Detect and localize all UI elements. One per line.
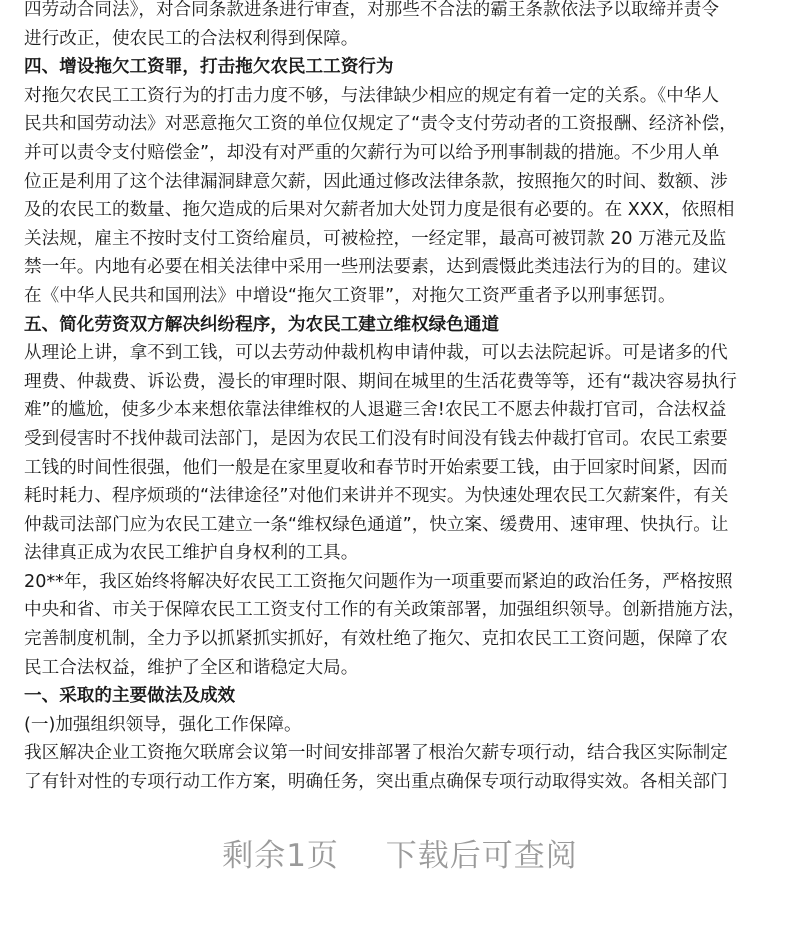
remaining-pages-label: 剩余1页 [222,838,339,874]
text-line: 在《中华人民共和国刑法》中增设“拖欠工资罪”，对拖欠工资严重者予以刑事惩罚。 [24,285,676,306]
text-line: 进行改正，使农民工的合法权利得到保障。 [24,28,359,49]
text-line: 对拖欠农民工工资行为的打击力度不够，与法律缺少相应的规定有着一定的关系。《中华人 [24,85,719,106]
text-line: 禁一年。内地有必要在相关法律中采用一些刑法要素，达到震慑此类违法行为的目的。建议 [24,257,728,278]
text-line: 了有针对性的专项行动工作方案，明确任务，突出重点确保专项行动取得实效。各相关部门 [24,772,728,793]
section-heading: 一、采取的主要做法及成效 [24,686,236,707]
text-line: 法律真正成为农民工维护自身权利的工具。 [24,543,359,564]
text-line: 中央和省、市关于保障农民工工资支付工作的有关政策部署，加强组织领导。创新措施方法， [24,600,746,621]
text-line: 工钱的时间性很强，他们一般是在家里夏收和春节时开始索要工钱，由于回家时间紧，因而 [24,457,728,478]
download-to-view-label: 下载后可查阅 [385,838,578,874]
text-line: (一)加强组织领导，强化工作保障。 [24,714,302,735]
text-line: 完善制度机制，全力予以抓紧抓实抓好，有效杜绝了拖欠、克扣农民工工资问题，保障了农 [24,629,728,650]
text-line: 并可以责令支付赔偿金”，却没有对严重的欠薪行为可以给予刑事制裁的措施。不少用人单 [24,142,720,163]
text-line: 理费、仲裁费、诉讼费，漫长的审理时限、期间在城里的生活花费等等，还有“裁决容易执行 [24,371,737,392]
text-line: 难”的尴尬，使多少本来想依靠法律维权的人退避三舍!农民工不愿去仲裁打官司，合法权益 [24,400,727,421]
text-line: 从理论上讲，拿不到工钱，可以去劳动仲裁机构申请仲裁，可以去法院起诉。可是诸多的代 [24,343,728,364]
text-line: 位正是利用了这个法律漏洞肆意欠薪，因此通过修改法律条款，按照拖欠的时间、数额、涉 [24,171,728,192]
text-line: 我区解决企业工资拖欠联席会议第一时间安排部署了根治欠薪专项行动，结合我区实际制定 [24,743,728,764]
section-heading: 四、增设拖欠工资罪，打击拖欠农民工工资行为 [24,57,394,78]
download-prompt[interactable] [0,830,800,875]
document-body [24,0,778,797]
text-line: 仲裁司法部门应为农民工建立一条“维权绿色通道”，快立案、缓费用、速审理、快执行。让 [24,514,729,535]
text-line: 关法规，雇主不按时支付工资给雇员，可被检控，一经定罪，最高可被罚款 20 万港元及监 [24,228,727,249]
text-line: 民共和国劳动法》对恶意拖欠工资的单位仅规定了“责令支付劳动者的工资报酬、经济补偿， [24,114,737,135]
text-line: 受到侵害时不找仲裁司法部门，是因为农民工们没有时间没有钱去仲裁打官司。农民工索要 [24,428,728,449]
text-line: 民工合法权益，维护了全区和谐稳定大局。 [24,657,359,678]
text-line: 及的农民工的数量、拖欠造成的后果对欠薪者加大处罚力度是很有必要的。在 XXX，依照相 [24,200,735,221]
text-line: 耗时耗力、程序烦琐的“法律途径”对他们来讲并不现实。为快速处理农民工欠薪案件，有关 [24,486,729,507]
text-line: 20**年，我区始终将解决好农民工工资拖欠问题作为一项重要而紧迫的政治任务，严格按照 [24,571,733,592]
section-heading: 五、简化劳资双方解决纠纷程序，为农民工建立维权绿色通道 [24,314,500,335]
text-line: 四劳动合同法》，对合同条款进条进行审查，对那些不合法的霸王条款依法予以取缔并责令 [24,0,719,20]
